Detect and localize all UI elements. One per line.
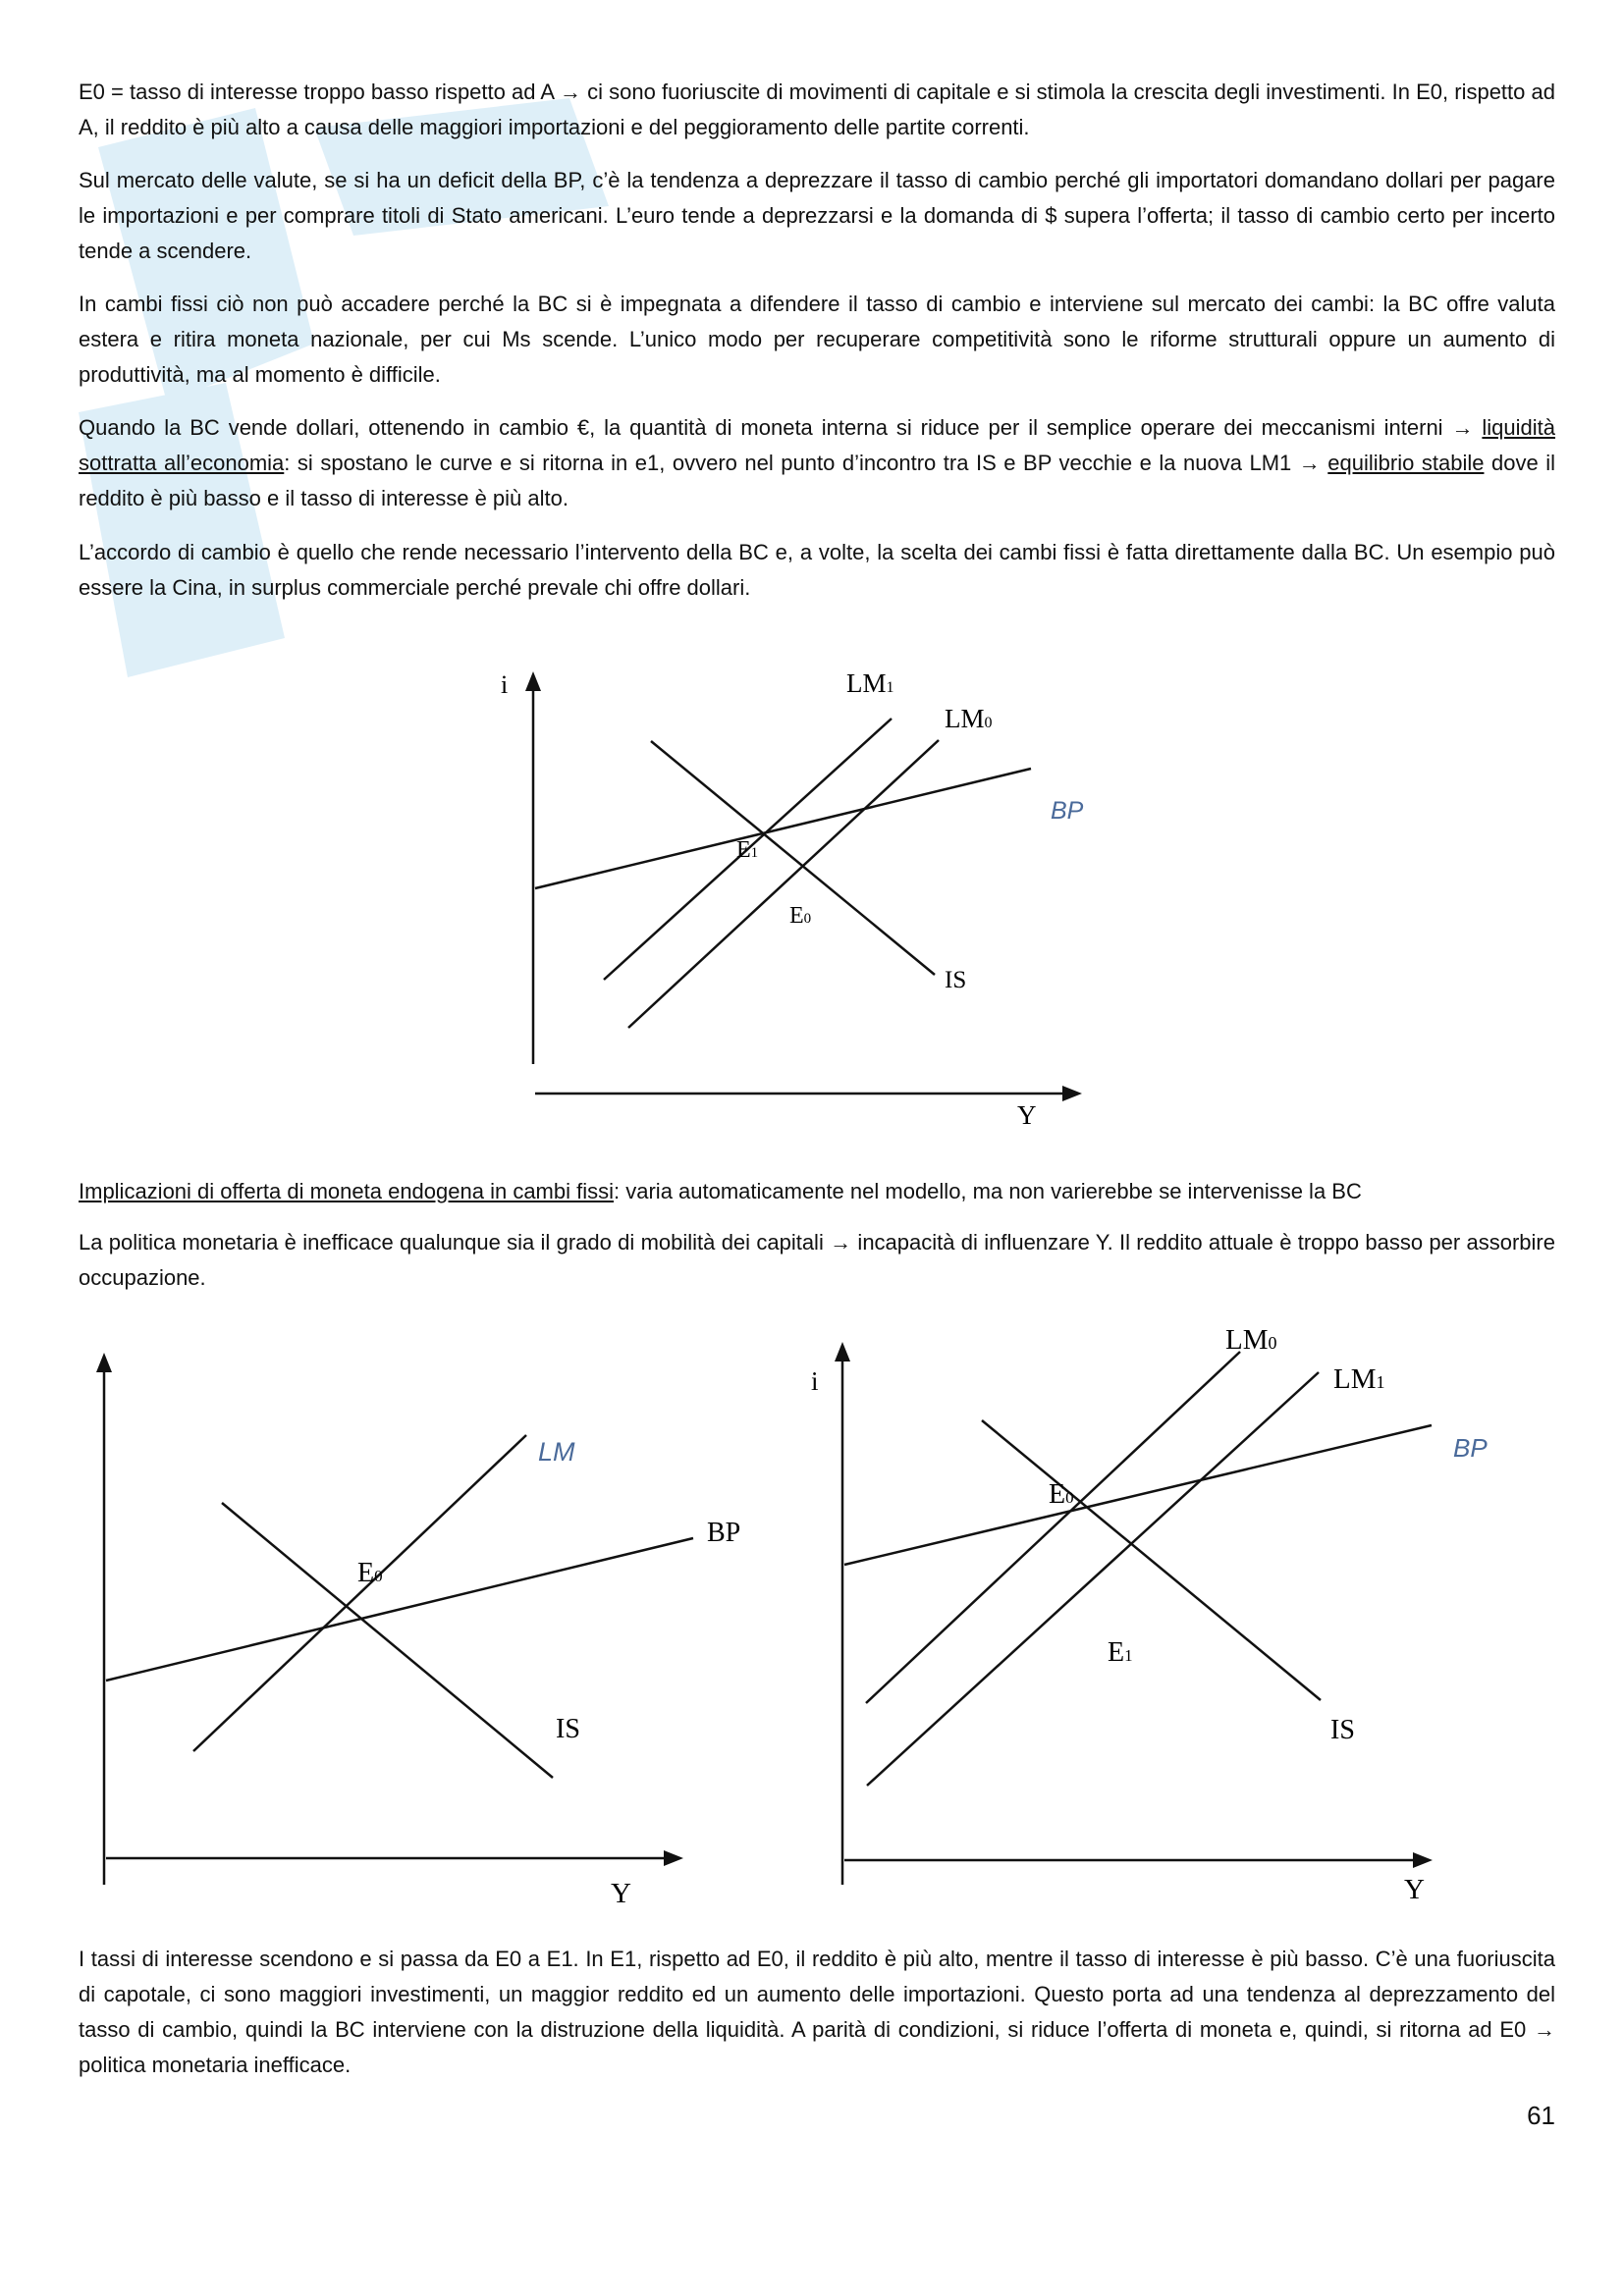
fig3-lm0-line bbox=[866, 1352, 1240, 1703]
fig2-bp-label: BP bbox=[707, 1518, 741, 1548]
fig3-lm0-label: LM0 bbox=[1225, 1324, 1277, 1356]
fig3-is-line bbox=[982, 1420, 1321, 1700]
fig3-is-label: IS bbox=[1330, 1715, 1355, 1745]
paragraph-1: E0 = tasso di interesse troppo basso rispetto ad A → ci sono fuoriuscite di movimenti di capitale e si stimola la crescita degli investimenti. In E0, rispetto ad A, il reddito è più alto a causa delle maggiori importazioni e del peggioramento delle partite correnti. bbox=[79, 80, 1555, 139]
page-number: 61 bbox=[1527, 2101, 1555, 2130]
paragraph-3: In cambi fissi ciò non può accadere perché la BC si è impegnata a difendere il tasso di cambio e interviene sul mercato dei cambi: la BC offre valuta estera e ritira moneta nazionale, per cui Ms scende. L’unico modo per recuperare competitività sono le riforme strutturali oppure un aumento di produttività, ma al momento è difficile. bbox=[79, 292, 1555, 387]
fig1-y-label: i bbox=[501, 670, 509, 699]
fig3-x-axis-arrow-icon bbox=[1413, 1852, 1433, 1868]
fig2-is-label: IS bbox=[556, 1714, 580, 1744]
fig1-e0-label: E0 bbox=[789, 903, 812, 929]
fig1-x-label: Y bbox=[1017, 1100, 1037, 1130]
fig3-e1-label: E1 bbox=[1108, 1637, 1133, 1668]
fig3-e0-label: E0 bbox=[1049, 1479, 1074, 1510]
fig1-bp-label: BP bbox=[1051, 797, 1084, 825]
paragraph-4-text-c: dove il reddito è più basso e il tasso di interesse è più alto. bbox=[79, 451, 1555, 510]
fig1-lm1-label: LM1 bbox=[846, 668, 894, 698]
paragraph-4-text-b: : si spostano le curve e si ritorna in e1, ovvero nel punto d’incontro tra IS e BP vecchie e la nuova LM1 → bbox=[284, 451, 1328, 475]
fig2-e0-label: E0 bbox=[357, 1558, 383, 1588]
paragraph-4-underlined-equilibrium: equilibrio stabile bbox=[1327, 451, 1485, 475]
fig3-y-label: i bbox=[811, 1366, 819, 1396]
paragraph-4-underlined-liquidity: liquidità sottratta all’economia bbox=[79, 415, 1555, 475]
paragraph-4-text-a: Quando la BC vende dollari, ottenendo in cambio €, la quantità di moneta interna si riduce per il semplice operare dei meccanismi interni → bbox=[79, 415, 1483, 440]
fig1-is-label: IS bbox=[945, 967, 967, 993]
fig2-x-label: Y bbox=[611, 1878, 631, 1909]
paragraph-6-text: : varia automaticamente nel modello, ma non varierebbe se intervenisse la BC bbox=[614, 1179, 1362, 1203]
paragraph-5: L’accordo di cambio è quello che rende necessario l’intervento della BC e, a volte, la scelta dei cambi fissi è fatta direttamente dalla BC. Un esempio può essere la Cina, in surplus commerciale perché prevale chi offre dollari. bbox=[79, 540, 1555, 600]
paragraph-7: La politica monetaria è inefficace qualunque sia il grado di mobilità dei capitali → incapacità di influenzare Y. Il reddito attuale è troppo basso per assorbire occupazione. bbox=[79, 1230, 1555, 1290]
fig3-lm1-line bbox=[867, 1372, 1319, 1786]
fig3-y-axis-arrow-icon bbox=[835, 1342, 850, 1362]
fig2-lm-label: LM bbox=[538, 1437, 575, 1467]
paragraph-2: Sul mercato delle valute, se si ha un deficit della BP, c’è la tendenza a deprezzare il tasso di cambio perché gli importatori domandano dollari per pagare le importazioni e per comprare titoli di Stato americani. L’euro tende a deprezzarsi e la domanda di $ supera l’offerta; il tasso di cambio certo per incerto tende a scendere. bbox=[79, 168, 1555, 263]
fig3-lm1-label: LM1 bbox=[1333, 1363, 1385, 1395]
fig3-x-label: Y bbox=[1404, 1874, 1425, 1905]
paragraph-8: I tassi di interesse scendono e si passa da E0 a E1. In E1, rispetto ad E0, il reddito è più alto, mentre il tasso di interesse è più basso. C’è una fuoriuscita di capotale, ci sono maggiori investimenti, un maggior reddito ed un aumento delle importazioni. Questo porta ad una tendenza al deprezzamento del tasso di cambio, quindi la BC interviene con la distruzione della liquidità. A parità di condizioni, si riduce l’offerta di moneta e, quindi, si ritorna ad E0 → politica monetaria inefficace. bbox=[79, 1947, 1555, 2077]
fig1-e1-label: E1 bbox=[736, 837, 759, 863]
fig3-bp-label: BP bbox=[1453, 1433, 1488, 1463]
fig1-lm0-label: LM0 bbox=[945, 704, 993, 733]
paragraph-6-underlined-title: Implicazioni di offerta di moneta endogena in cambi fissi bbox=[79, 1179, 615, 1203]
